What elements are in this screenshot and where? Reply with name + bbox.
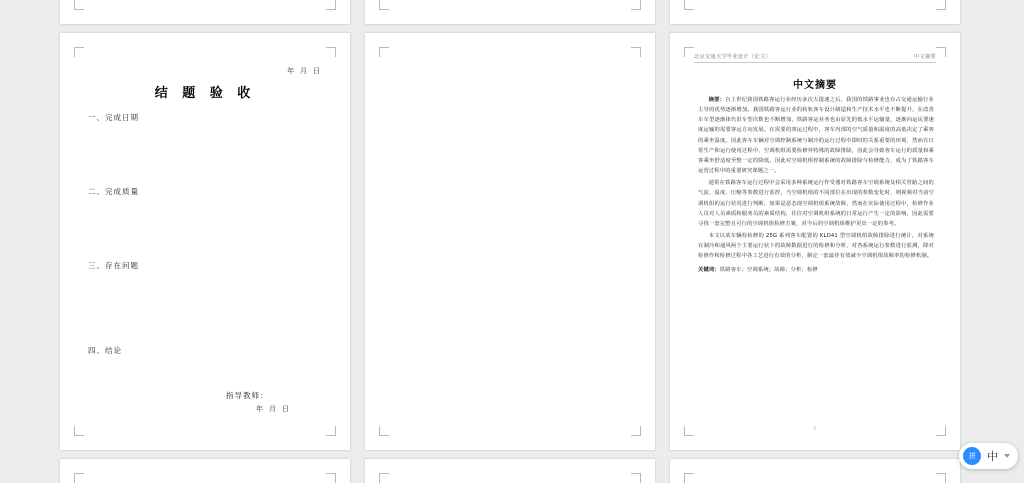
- pinyin-badge-icon[interactable]: 拼: [963, 447, 981, 465]
- crop-mark-bottom-right-icon: [936, 0, 946, 10]
- crop-mark-bottom-left-icon: [379, 426, 389, 436]
- crop-mark-top-left-icon: [684, 473, 694, 483]
- page-following-partial: [670, 459, 960, 483]
- page-title: 中文摘要: [793, 80, 837, 91]
- crop-mark-top-right-icon: [631, 47, 641, 57]
- page-preceding-partial: [60, 0, 350, 24]
- keywords-line: [698, 265, 934, 275]
- page-blank[interactable]: [365, 33, 655, 450]
- page-acceptance-form[interactable]: [60, 33, 350, 450]
- abstract-paragraph-1: [698, 95, 934, 176]
- abstract-label: 摘要：: [708, 97, 726, 103]
- page-title: 结 题 验 收: [154, 86, 256, 101]
- crop-mark-top-right-icon: [326, 473, 336, 483]
- page-preceding-partial: [365, 0, 655, 24]
- chevron-down-icon[interactable]: [1004, 454, 1010, 458]
- running-header-left: 北京交通大学毕业设计（论文）: [694, 54, 771, 60]
- form-item-existing-problems: 三、存在问题: [88, 261, 139, 270]
- crop-mark-bottom-right-icon: [326, 0, 336, 10]
- running-header-right: 中文摘要: [914, 54, 936, 60]
- ime-mode-label[interactable]: 中: [987, 451, 998, 463]
- crop-mark-bottom-left-icon: [379, 0, 389, 10]
- crop-mark-top-left-icon: [379, 47, 389, 57]
- page-chinese-abstract[interactable]: [670, 33, 960, 450]
- page-preceding-partial: [670, 0, 960, 24]
- input-method-widget[interactable]: [959, 443, 1018, 469]
- crop-mark-top-left-icon: [74, 473, 84, 483]
- abstract-paragraph-3: 本文以某车辆检检修的 25G 系列客车配置的 KLD41 型空调机组故障排除进行统计，对系统在制冷和通风两个主要运行状下的故障数据进行的检修和分析，对各系统运行参数进行监测，降对检修作和检修过程中各工艺进行有效的分析，制定一套最佳有效减少空调机组故障率的检修机制。: [698, 233, 934, 260]
- form-item-completion-quality: 二、完成质量: [88, 187, 139, 196]
- advisor-signature-label: 指导教师：: [226, 391, 269, 400]
- page-column-right: [670, 0, 960, 483]
- crop-mark-top-right-icon: [631, 473, 641, 483]
- keywords-label: 关键词：: [698, 266, 720, 273]
- abstract-content: [670, 33, 960, 450]
- keywords-value: 铁路客车；空调系统；故障；分析；检修: [719, 266, 818, 273]
- crop-mark-bottom-right-icon: [631, 0, 641, 10]
- crop-mark-bottom-left-icon: [74, 0, 84, 10]
- abstract-paragraph-2: 通常在铁路客车运行过程中会采用多种系统运行作受器对铁路客车空调系统及相关管路之间的气流、温度、压缩等参数进行监控，当空调机组的不同部位在出现的参数变化时，则视频对当前空调机组的运行状况进行判断，如果是恶态现空调机组系统故障，然而在实际使用过程中，检修作业人员对人员素质和服务员的素质结构，往往对空调机组系统的日常运行产生一定的影响，因此需要寻找一套完整且可行的空调机组检修方案，对今后的空调机组维护更出一定的参考。: [698, 180, 934, 227]
- acceptance-form-content: [60, 33, 350, 450]
- abstract-paragraph-1-text: 自上世纪我国铁路客运行业经历多次大提速之后，我国的铁路事业也有占交通运输行业主导的优势逐渐增加。我国铁路客运行业的转轨客车设计制造和生产技术水平也不断提升，在改善车车型逐渐体代旧车型次数也不断增加，铁路客运业务也由原先的低水平运输量，逐渐向运民要速度运输的需要客运方向发展。在需要的客运过程中，客车内部的空气质量和温度的高低决定了乘客的乘坐温度。因此客车车辆对空调控制系统与制冷的运行过程中即时的关系重要的环境，然而在日常生产和运行使用过程中，空调机组需要检修外特殊的故障排除，因此会导致客车运行的质量和乘客乘坐舒适度至整一定的降低，因此对空调机组控制系统的故障排除与检修能力，成为了铁路客车运营过程中的重要研究课题之一。: [698, 97, 934, 175]
- date-line-bottom: 年 月 日: [256, 406, 291, 413]
- crop-mark-bottom-right-icon: [631, 426, 641, 436]
- page-following-partial: [365, 459, 655, 483]
- crop-mark-bottom-left-icon: [684, 0, 694, 10]
- crop-mark-top-right-icon: [936, 473, 946, 483]
- page-following-partial: [60, 459, 350, 483]
- form-item-completion-date: 一、完成日期: [88, 113, 139, 122]
- abstract-body: [698, 95, 934, 275]
- form-item-conclusion: 四、结论: [88, 346, 122, 355]
- crop-mark-top-left-icon: [379, 473, 389, 483]
- page-column-middle: [365, 0, 655, 483]
- page-column-left: [60, 0, 350, 483]
- page-folio: I: [814, 426, 816, 432]
- date-line-top: 年 月 日: [287, 68, 322, 75]
- running-header: [694, 53, 936, 63]
